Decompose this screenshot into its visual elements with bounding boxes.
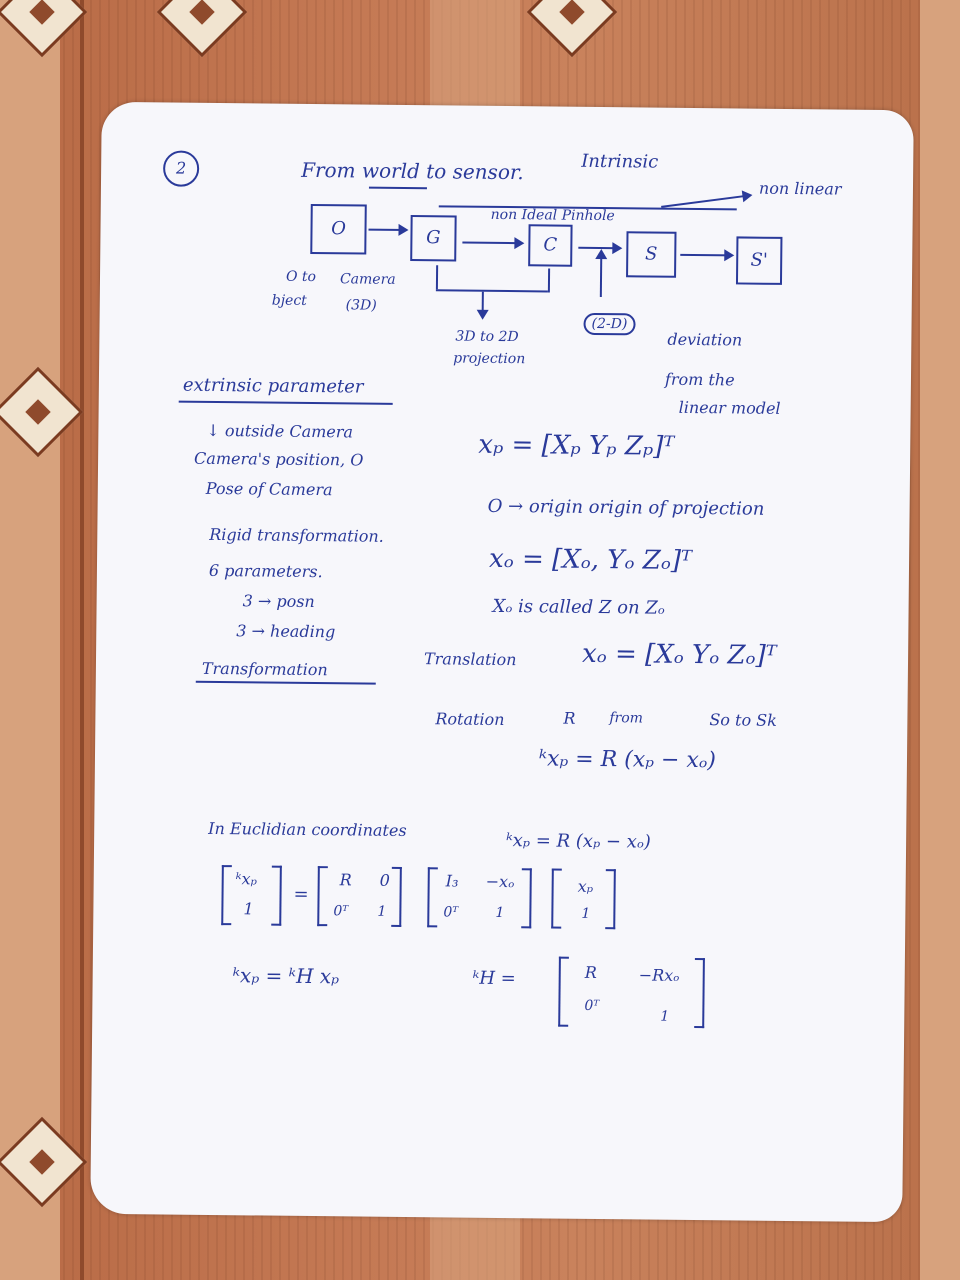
matrix-lhs-top: ᵏxₚ: [235, 869, 258, 889]
deviation-1: deviation: [667, 329, 743, 350]
carpet-diamond-top-center: [157, 0, 248, 57]
v-bot: 1: [581, 905, 591, 922]
matrix-equation: [221, 865, 742, 934]
nonlinear-sublabel: non Ideal Pinhole: [490, 206, 615, 225]
translation-label: Translation: [423, 649, 517, 670]
deviation-2: from the: [664, 369, 735, 390]
heading-underline: [369, 187, 427, 190]
bracket: [391, 867, 402, 927]
label-projection: projection: [453, 350, 526, 368]
bracket: [551, 869, 562, 929]
paper-sheet: [90, 102, 914, 1222]
m1-bl: 0ᵀ: [333, 903, 349, 920]
kh-matrix: [472, 956, 753, 1039]
m1-br: 1: [377, 903, 387, 920]
kh-tr: −Rxₒ: [638, 965, 680, 985]
bracket: [221, 865, 232, 925]
extrinsic-title: extrinsic parameter: [182, 374, 364, 398]
projection-bracket-left: [436, 265, 438, 289]
projection-bracket-bottom: [436, 289, 548, 292]
obj-cam-3: bject: [271, 292, 307, 309]
m2-br: 1: [495, 904, 505, 922]
obj-cam-1: O to: [285, 268, 317, 286]
extrinsic-underline: [179, 401, 393, 405]
page-number: 2: [175, 158, 187, 178]
nonlinear-arrow: [661, 194, 751, 208]
carpet-stripe-left: [0, 0, 60, 1280]
eq-translation: xₒ = [Xₒ Yₒ Zₒ]ᵀ: [581, 638, 777, 671]
box-object: O: [310, 204, 367, 255]
extrinsic-line-2: Camera's position, O: [194, 448, 364, 470]
rotation-r: R: [563, 708, 576, 728]
extrinsic-line-1: ↓ outside Camera: [206, 420, 354, 442]
extrinsic-line-3: Pose of Camera: [205, 478, 333, 500]
extrinsic-line-8: Transformation: [201, 658, 328, 680]
eq-xo: xₒ = [Xₒ, Yₒ Zₒ]ᵀ: [488, 543, 693, 576]
v-top: xₚ: [577, 876, 594, 896]
m2-tr: −xₒ: [485, 871, 515, 892]
kh-bl: 0ᵀ: [584, 997, 600, 1015]
matrix-lhs-bot: 1: [243, 899, 254, 919]
projection-arrow: [482, 292, 484, 312]
rotation-to: So to Sk: [709, 710, 777, 730]
transformation-underline: [196, 681, 376, 685]
rotation-label: Rotation: [435, 709, 505, 730]
box-s: S: [626, 231, 676, 278]
box-s-prime: S': [736, 236, 783, 284]
m1-tl: R: [339, 870, 352, 890]
m2-tl: I₃: [445, 871, 459, 891]
in-euclidean: In Euclidian coordinates: [208, 818, 407, 841]
bracket: [317, 866, 328, 926]
bracket: [694, 958, 705, 1028]
carpet-border-left: [80, 0, 84, 1280]
arrow-g-to-c: [462, 242, 522, 245]
eq-kxp-h: ᵏxₚ = ᵏH xₚ: [232, 963, 340, 989]
matrix-eq-sign: =: [293, 883, 309, 905]
eq-origin: O → origin origin of projection: [487, 495, 765, 520]
deviation-3: linear model: [678, 397, 781, 418]
extrinsic-line-6: 3 → posn: [242, 591, 315, 612]
m1-tr: 0: [379, 870, 390, 890]
page-heading: From world to sensor.: [301, 157, 524, 185]
carpet-stripe-right: [920, 0, 960, 1280]
carpet-diamond-top-right: [527, 0, 618, 57]
kh-tl: R: [584, 962, 597, 983]
box-c: C: [528, 224, 572, 266]
eq-kxp2: ᵏxₚ = R (xₚ − xₒ): [506, 830, 651, 853]
arrow-s-to-sprime: [680, 254, 732, 257]
box-g: G: [410, 215, 456, 261]
extrinsic-line-5: 6 parameters.: [208, 560, 323, 582]
label-3d-to-2d: 3D to 2D: [455, 328, 519, 346]
m2-bl: 0ᵀ: [443, 904, 459, 921]
eq-xp: xₚ = [Xₚ Yₚ Zₚ]ᵀ: [478, 429, 675, 462]
obj-cam-4: (3D): [345, 297, 377, 314]
bracket: [605, 869, 616, 929]
bracket: [427, 867, 438, 927]
bracket: [271, 866, 282, 926]
arrow-2d: [600, 257, 602, 297]
kh-br: 1: [660, 1008, 670, 1025]
extrinsic-line-7: 3 → heading: [236, 621, 336, 642]
label-2d: (2-D): [583, 313, 635, 336]
extrinsic-line-4: Rigid transformation.: [209, 524, 384, 546]
kh-lhs: ᵏH =: [472, 967, 516, 990]
arrow-o-to-g: [369, 229, 407, 231]
rotation-from: from: [609, 710, 644, 727]
bracket: [558, 957, 569, 1027]
projection-bracket-right: [548, 268, 550, 292]
nonlinear-label: non linear: [758, 178, 842, 199]
eq-kxp: ᵏxₚ = R (xₚ − xₒ): [538, 746, 716, 774]
bracket: [521, 868, 532, 928]
obj-cam-2: Camera: [339, 271, 396, 288]
intrinsic-label: Intrinsic: [581, 150, 659, 173]
eq-xo-called: Xₒ is called Z on Zₒ: [492, 595, 665, 619]
page-number-circle: [163, 150, 199, 186]
